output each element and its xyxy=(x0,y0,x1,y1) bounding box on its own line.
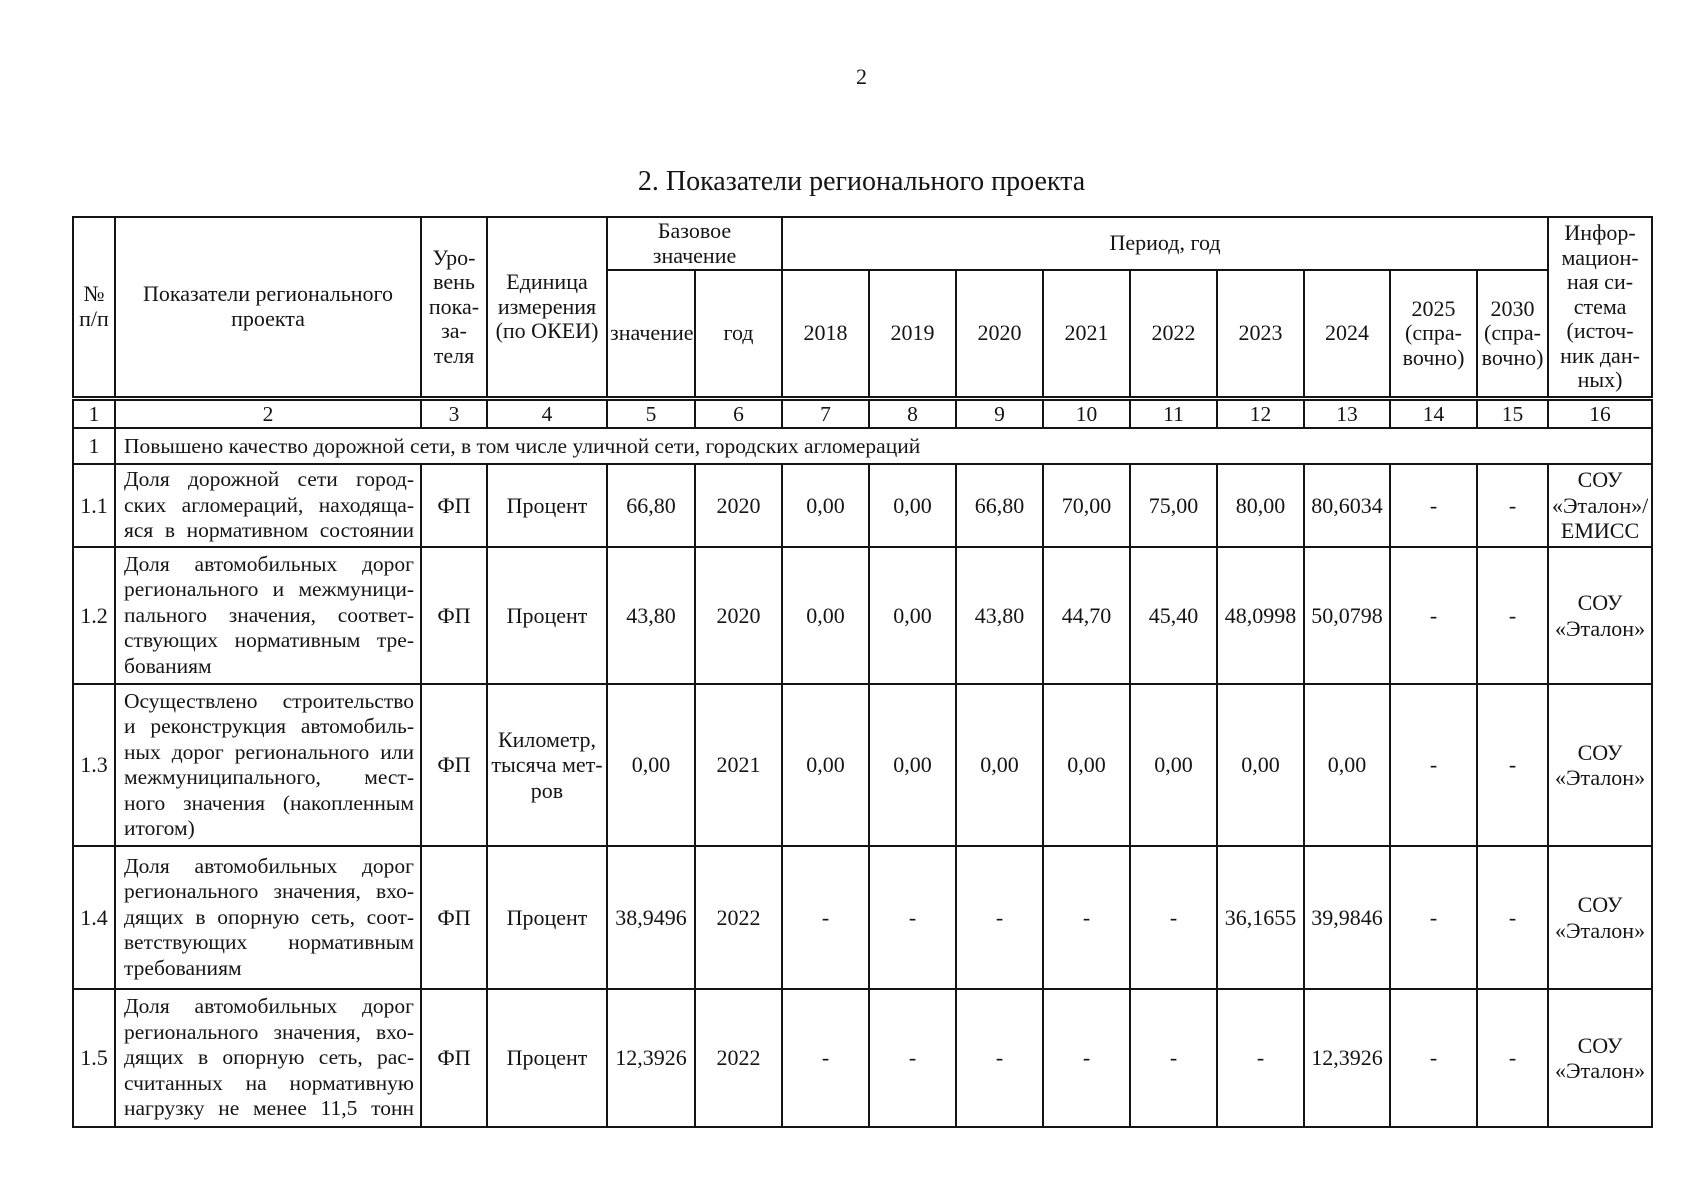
header-info-system-line: мацион- xyxy=(1561,244,1639,270)
header-year-2021 xyxy=(1043,270,1130,398)
value-2021: - xyxy=(1043,846,1130,989)
indicator-line: требованиям xyxy=(124,955,242,980)
header-info-system-line: Инфор- xyxy=(1564,220,1636,245)
base-year: 2020 xyxy=(695,464,782,547)
unit-line: Процент xyxy=(506,602,588,628)
column-number: 11 xyxy=(1130,398,1217,428)
header-year-2022 xyxy=(1130,270,1217,398)
header-info-system-line: (источ- xyxy=(1566,318,1634,343)
value-2030: - xyxy=(1477,547,1548,684)
header-base-group-line: значение xyxy=(652,242,737,268)
table-body xyxy=(73,398,1652,1127)
base-year: 2022 xyxy=(695,989,782,1127)
indicator-level: ФП xyxy=(421,989,487,1127)
column-number: 12 xyxy=(1217,398,1304,428)
info-system-cell xyxy=(1548,684,1652,846)
header-indicator xyxy=(115,217,421,398)
base-value: 66,80 xyxy=(607,464,695,547)
value-2030: - xyxy=(1477,464,1548,547)
info-system-cell xyxy=(1548,464,1652,547)
column-number: 7 xyxy=(782,398,869,428)
header-year-note-line: (спра- xyxy=(1405,320,1462,345)
value-2025: - xyxy=(1390,846,1477,989)
indicator-line: дящих в опорную сеть, соот- xyxy=(124,904,414,929)
base-value: 0,00 xyxy=(607,684,695,846)
value-2019: 0,00 xyxy=(869,684,956,846)
table-row xyxy=(73,989,1652,1127)
column-number: 14 xyxy=(1390,398,1477,428)
header-level-line: вень xyxy=(433,269,475,294)
header-year-2025 xyxy=(1390,270,1477,398)
header-year-label: 2018 xyxy=(803,320,848,345)
header-number xyxy=(73,217,115,398)
info-system-line: СОУ xyxy=(1577,1032,1623,1058)
table-row xyxy=(73,547,1652,684)
header-year-2019 xyxy=(869,270,956,398)
unit-line: Процент xyxy=(506,904,588,930)
column-number: 1 xyxy=(73,398,115,428)
indicator-cell xyxy=(115,547,421,684)
unit-line: Процент xyxy=(506,1045,588,1071)
header-level-line: теля xyxy=(433,342,475,368)
unit-cell xyxy=(487,989,607,1127)
value-2021: - xyxy=(1043,989,1130,1127)
header-year-label: 2021 xyxy=(1064,320,1109,345)
header-year-2023 xyxy=(1217,270,1304,398)
value-2023: 48,0998 xyxy=(1217,547,1304,684)
value-2022: - xyxy=(1130,846,1217,989)
indicator-line: пального значения, соответ- xyxy=(124,602,414,627)
value-2019: 0,00 xyxy=(869,547,956,684)
value-2018: 0,00 xyxy=(782,684,869,846)
header-year-note-line: (спра- xyxy=(1484,320,1541,345)
header-base-year-label: год xyxy=(723,320,754,345)
indicator-line: итогом) xyxy=(124,816,195,840)
value-2023: 36,1655 xyxy=(1217,846,1304,989)
row-number: 1.1 xyxy=(73,464,115,547)
value-2024: 12,3926 xyxy=(1304,989,1390,1127)
header-base-value-label: значение xyxy=(610,320,694,345)
table-row xyxy=(73,846,1652,989)
indicator-line: бованиям xyxy=(124,653,212,678)
info-system-line: «Эталон»/ xyxy=(1552,492,1649,518)
indicator-level: ФП xyxy=(421,547,487,684)
header-year-label: 2020 xyxy=(977,320,1022,345)
row-number: 1.3 xyxy=(73,684,115,846)
unit-cell xyxy=(487,684,607,846)
base-value: 12,3926 xyxy=(607,989,695,1127)
indicator-line: регионального значения, вхо- xyxy=(124,879,414,904)
indicator-line: Доля дорожной сети город- xyxy=(124,467,414,492)
header-unit-line: измерения xyxy=(497,293,597,319)
indicator-line: Доля автомобильных дорог xyxy=(124,551,414,576)
info-system-cell xyxy=(1548,547,1652,684)
value-2022: - xyxy=(1130,989,1217,1127)
value-2020: 66,80 xyxy=(956,464,1043,547)
value-2018: - xyxy=(782,989,869,1127)
row-number: 1.2 xyxy=(73,547,115,684)
column-number: 10 xyxy=(1043,398,1130,428)
section-heading: Повышено качество дорожной сети, в том числе уличной сети, городских агломераций xyxy=(115,428,1652,464)
header-info-system-line: ная си- xyxy=(1567,269,1634,294)
value-2023: 80,00 xyxy=(1217,464,1304,547)
indicator-line: ного значения (накопленным xyxy=(124,790,414,815)
indicator-level: ФП xyxy=(421,464,487,547)
header-info-system-line: ник дан- xyxy=(1560,342,1640,368)
indicator-line: ских агломераций, находяща- xyxy=(124,492,414,517)
value-2024: 80,6034 xyxy=(1304,464,1390,547)
base-value: 38,9496 xyxy=(607,846,695,989)
value-2018: - xyxy=(782,846,869,989)
header-year-label: 2025 xyxy=(1411,295,1456,321)
column-number: 4 xyxy=(487,398,607,428)
header-row-top xyxy=(73,217,1652,270)
unit-cell xyxy=(487,846,607,989)
unit-cell xyxy=(487,547,607,684)
header-year-2024 xyxy=(1304,270,1390,398)
base-year: 2022 xyxy=(695,846,782,989)
value-2020: - xyxy=(956,846,1043,989)
value-2022: 0,00 xyxy=(1130,684,1217,846)
indicator-line: ствующих нормативным тре- xyxy=(124,628,414,653)
value-2020: 43,80 xyxy=(956,547,1043,684)
header-level-line: за- xyxy=(441,318,467,343)
info-system-line: СОУ xyxy=(1577,892,1623,917)
header-number-line: № xyxy=(83,281,105,307)
indicator-line: регионального значения, вхо- xyxy=(124,1019,414,1044)
table-row xyxy=(73,464,1652,547)
value-2025: - xyxy=(1390,684,1477,846)
header-number-line: п/п xyxy=(79,305,109,331)
value-2019: - xyxy=(869,846,956,989)
unit-cell xyxy=(487,464,607,547)
unit-line: ров xyxy=(530,777,564,803)
header-year-label: 2022 xyxy=(1151,320,1196,345)
header-year-note-line: вочно) xyxy=(1402,344,1465,370)
header-base-value xyxy=(607,270,695,398)
indicator-cell xyxy=(115,846,421,989)
column-number: 6 xyxy=(695,398,782,428)
table-header xyxy=(73,217,1652,398)
header-base-group-line: Базовое xyxy=(657,218,732,243)
indicator-cell xyxy=(115,989,421,1127)
column-number: 9 xyxy=(956,398,1043,428)
header-year-label: 2019 xyxy=(890,320,935,345)
value-2021: 0,00 xyxy=(1043,684,1130,846)
header-indicator-line: проекта xyxy=(231,305,305,331)
column-number: 2 xyxy=(115,398,421,428)
section-number: 1 xyxy=(73,428,115,464)
row-number: 1.5 xyxy=(73,989,115,1127)
value-2024: 50,0798 xyxy=(1304,547,1390,684)
base-year: 2020 xyxy=(695,547,782,684)
header-period-group xyxy=(782,217,1548,270)
column-number: 3 xyxy=(421,398,487,428)
info-system-line: «Эталон» xyxy=(1554,1058,1646,1083)
column-number: 8 xyxy=(869,398,956,428)
info-system-line: ЕМИСС xyxy=(1560,518,1640,544)
value-2024: 39,9846 xyxy=(1304,846,1390,989)
table-row xyxy=(73,684,1652,846)
unit-line: Процент xyxy=(506,492,588,518)
value-2022: 75,00 xyxy=(1130,464,1217,547)
header-indicator-line: Показатели регионального xyxy=(142,281,394,307)
indicator-line: дящих в опорную сеть, рас- xyxy=(124,1045,414,1070)
indicators-table xyxy=(72,216,1653,1128)
value-2030: - xyxy=(1477,989,1548,1127)
value-2018: 0,00 xyxy=(782,547,869,684)
header-level-line: Уро- xyxy=(432,244,476,270)
base-value: 43,80 xyxy=(607,547,695,684)
indicator-line: регионального и межмуници- xyxy=(124,577,414,602)
indicator-cell xyxy=(115,464,421,547)
unit-line: Километр, xyxy=(497,726,597,752)
row-number: 1.4 xyxy=(73,846,115,989)
indicator-level: ФП xyxy=(421,684,487,846)
indicator-cell xyxy=(115,684,421,846)
value-2025: - xyxy=(1390,989,1477,1127)
info-system-line: СОУ xyxy=(1577,467,1623,493)
value-2022: 45,40 xyxy=(1130,547,1217,684)
info-system-line: СОУ xyxy=(1577,590,1623,615)
base-year: 2021 xyxy=(695,684,782,846)
value-2020: 0,00 xyxy=(956,684,1043,846)
header-year-2018 xyxy=(782,270,869,398)
header-unit-line: (по ОКЕИ) xyxy=(495,318,599,343)
column-number: 5 xyxy=(607,398,695,428)
header-year-label: 2030 xyxy=(1490,295,1535,321)
header-level-line: пока- xyxy=(428,293,480,319)
value-2019: 0,00 xyxy=(869,464,956,547)
unit-line: тысяча мет- xyxy=(491,752,603,778)
header-period-group-label: Период, год xyxy=(1109,230,1221,256)
header-level xyxy=(421,217,487,398)
indicator-line: яся в нормативном состоянии xyxy=(124,518,414,543)
page-title: 2. Показатели регионального проекта xyxy=(637,166,1086,197)
indicator-line: Доля автомобильных дорог xyxy=(124,994,414,1019)
header-base-year xyxy=(695,270,782,398)
info-system-line: «Эталон» xyxy=(1554,917,1646,943)
section-row xyxy=(73,428,1652,464)
header-year-note-line: вочно) xyxy=(1481,344,1544,370)
header-unit-line: Единица xyxy=(506,269,588,294)
value-2021: 44,70 xyxy=(1043,547,1130,684)
value-2025: - xyxy=(1390,547,1477,684)
indicator-line: Осуществлено строительство xyxy=(124,688,414,713)
header-info-system-line: ных) xyxy=(1577,367,1623,392)
indicator-level: ФП xyxy=(421,846,487,989)
column-number: 15 xyxy=(1477,398,1548,428)
indicator-line: нагрузку не менее 11,5 тонн xyxy=(124,1096,414,1121)
value-2023: - xyxy=(1217,989,1304,1127)
value-2019: - xyxy=(869,989,956,1127)
value-2030: - xyxy=(1477,846,1548,989)
value-2021: 70,00 xyxy=(1043,464,1130,547)
header-unit xyxy=(487,217,607,398)
value-2023: 0,00 xyxy=(1217,684,1304,846)
info-system-line: «Эталон» xyxy=(1554,765,1646,790)
value-2018: 0,00 xyxy=(782,464,869,547)
header-info-system xyxy=(1548,217,1652,398)
column-number: 16 xyxy=(1548,398,1652,428)
info-system-line: «Эталон» xyxy=(1554,615,1646,641)
info-system-line: СОУ xyxy=(1577,739,1623,765)
header-year-label: 2023 xyxy=(1238,320,1283,345)
header-year-2020 xyxy=(956,270,1043,398)
value-2020: - xyxy=(956,989,1043,1127)
header-year-2030 xyxy=(1477,270,1548,398)
indicator-line: ных дорог регионального или xyxy=(124,739,414,764)
indicator-line: ветствующих нормативным xyxy=(124,930,414,955)
header-year-label: 2024 xyxy=(1325,320,1369,345)
info-system-cell xyxy=(1548,989,1652,1127)
value-2025: - xyxy=(1390,464,1477,547)
column-number: 13 xyxy=(1304,398,1390,428)
page-number: 2 xyxy=(856,64,867,89)
indicator-line: Доля автомобильных дорог xyxy=(124,853,414,878)
header-info-system-line: стема xyxy=(1573,293,1627,319)
indicator-line: считанных на нормативную xyxy=(124,1070,414,1095)
indicator-line: межмуниципального, мест- xyxy=(124,765,414,789)
value-2024: 0,00 xyxy=(1304,684,1390,846)
header-base-group xyxy=(607,217,782,270)
value-2030: - xyxy=(1477,684,1548,846)
indicator-line: и реконструкция автомобиль- xyxy=(124,714,414,738)
column-numbers-row xyxy=(73,398,1652,428)
info-system-cell xyxy=(1548,846,1652,989)
